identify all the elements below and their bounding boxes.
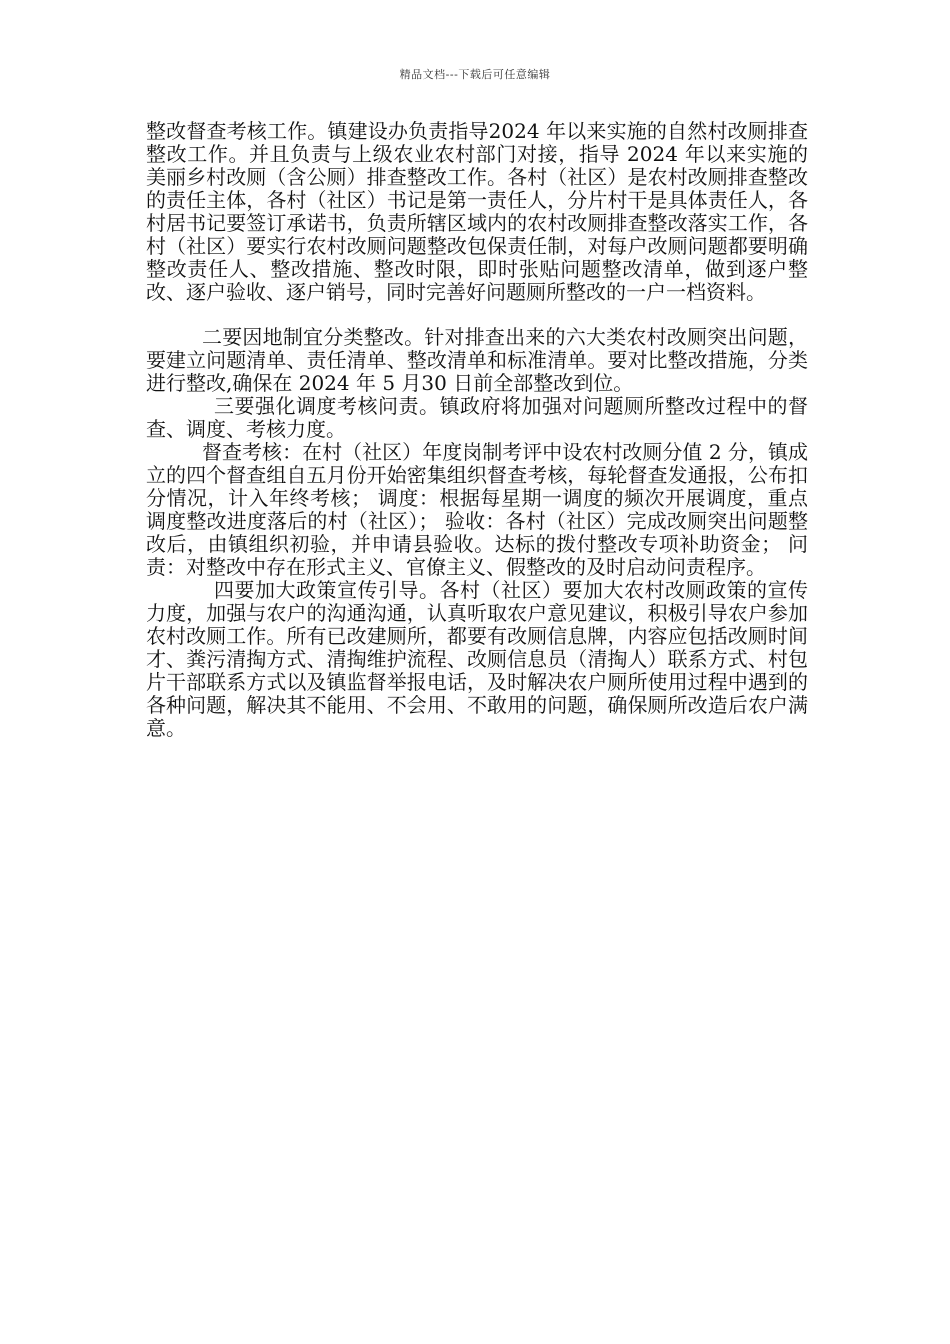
paragraph-supervision-duties: 整改督查考核工作。镇建设办负责指导2024 年以来实施的自然村改厕排查整改工作。并且负责与上级农业农村部门对接，指导 2024 年以来实施的美丽乡村改厕（含公厕）排查整改工作。各村（社区）是农村改厕排查整改的责任主体，各村（社区）书记是第一责任人，分片村干是具体责任人，各村居书记要签订承诺书，负责所辖区域内的农村改厕排查整改落实工作，各村（社区）要实行农村改厕问题整改包保责任制，对每户改厕问题都要明确整改责任人、整改措施、整改时限，即时张贴问题整改清单，做到逐户整改、逐户验收、逐户销号，同时完善好问题厕所整改的一户一档资料。 xyxy=(146,119,808,304)
page-header: 精品文档---下载后可任意编辑 xyxy=(399,68,551,81)
paragraph-classified-rectification: 二要因地制宜分类整改。针对排查出来的六大类农村改厕突出问题，要建立问题清单、责任清单、整改清单和标准清单。要对比整改措施，分类进行整改,确保在 2024 年 5 月30 日前全部整改到位。 xyxy=(146,325,808,395)
paragraph-dispatch-accountability: 三要强化调度考核问责。镇政府将加强对问题厕所整改过程中的督查、调度、考核力度。 xyxy=(146,394,808,441)
paragraph-policy-publicity: 四要加大政策宣传引导。各村（社区）要加大农村改厕政策的宣传力度，加强与农户的沟通沟通，认真听取农户意见建议，积极引导农户参加农村改厕工作。所有已改建厕所，都要有改厕信息牌，内容应包括改厕时间才、粪污清掏方式、清掏维护流程、改厕信息员（清掏人）联系方式、村包片干部联系方式以及镇监督举报电话，及时解决农户厕所使用过程中遇到的各种问题，解决其不能用、不会用、不敢用的问题，确保厕所改造后农户满意。 xyxy=(146,578,808,740)
paragraph-inspection-assessment: 督查考核：在村（社区）年度岗制考评中设农村改厕分值 2 分，镇成立的四个督查组自五月份开始密集组织督查考核，每轮督查发通报，公布扣分情况，计入年终考核； 调度：根据每星期一调度的频次开展调度，重点调度整改进度落后的村（社区）； 验收：各村（社区）完成改厕突出问题整改后，由镇组织初验，并申请县验收。达标的拨付整改专项补助资金； 问责：对整改中存在形式主义、官僚主义、假整改的及时启动问责程序。 xyxy=(146,440,808,579)
document-body xyxy=(146,120,808,740)
